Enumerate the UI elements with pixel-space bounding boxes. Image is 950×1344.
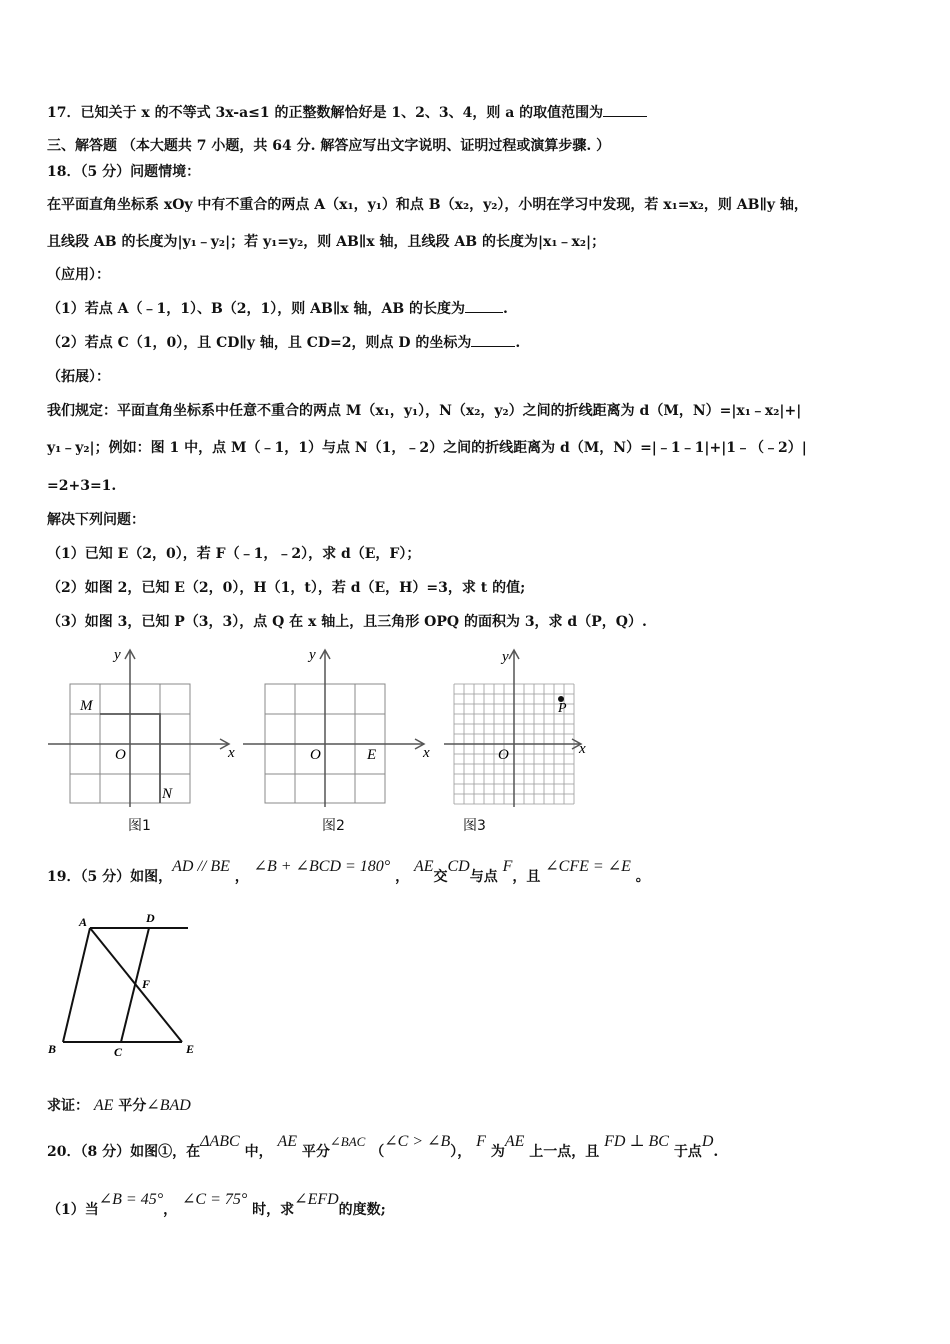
q18-solve-title: 解决下列问题：	[47, 512, 145, 528]
figure-2-label-x: x	[423, 745, 430, 761]
q19-label-E: E	[186, 1042, 195, 1056]
figure-3-label-origin: O	[498, 747, 509, 763]
q18-application-title: （应用）：	[47, 267, 110, 283]
q20-part-1: （1）当∠B = 45°， ∠C = 75° 时，求∠EFD的度数;	[47, 1191, 386, 1218]
q18-extension-title: （拓展）：	[47, 369, 110, 385]
answer-blank	[465, 300, 503, 313]
figure-3-label-y: y	[502, 649, 509, 665]
figure-1-grid	[48, 643, 238, 838]
question-19: 19．（5 分）如图，AD // BE ， ∠B + ∠BCD = 180° ， AE交CD与点 F，且 ∠CFE = ∠E 。	[47, 858, 650, 885]
q19-label-B: B	[48, 1042, 57, 1056]
figure-3-grid	[440, 643, 600, 838]
q19-label-C: C	[114, 1045, 123, 1059]
q18-extension-2: y₁﹣y₂|；例如：图 1 中，点 M（﹣1，1）与点 N（1，﹣2）之间的折线距离为 d（M，N）=|﹣1﹣1|+|1﹣（﹣2）|	[47, 440, 807, 456]
figure-2-label-y: y	[309, 647, 316, 663]
question-18-heading: 18．（5 分）问题情境：	[47, 164, 201, 180]
q19-label-A: A	[79, 915, 88, 929]
q18-extension-1: 我们规定：平面直角坐标系中任意不重合的两点 M（x₁，y₁），N（x₂，y₂）之间的折线距离为 d（M，N）=|x₁﹣x₂|+|	[47, 403, 802, 419]
figure-1-caption: 图1	[128, 818, 151, 834]
q19-label-D: D	[146, 911, 155, 925]
q18-extension-3: =2+3=1.	[47, 478, 117, 494]
question-20: 20．（8 分）如图①，在ΔABC 中， AE 平分∠BAC （∠C > ∠B）， F 为AE 上一点，且 FD ⊥ BC 于点D.	[47, 1133, 719, 1160]
figure-1-label-origin: O	[115, 747, 126, 763]
q18-paragraph-2: 且线段 AB 的长度为|y₁﹣y₂|；若 y₁=y₂，则 AB∥x 轴，且线段 AB 的长度为|x₁﹣x₂|；	[47, 234, 606, 250]
figure-1-label-y: y	[114, 647, 121, 663]
q19-label-F: F	[142, 977, 151, 991]
figure-1-label-N: N	[162, 786, 173, 802]
answer-blank	[471, 334, 515, 347]
figure-q19	[44, 908, 204, 1058]
figure-2-label-E: E	[367, 747, 377, 763]
figure-2-label-origin: O	[310, 747, 321, 763]
figure-1-label-x: x	[228, 745, 235, 761]
figure-1-label-M: M	[80, 698, 93, 714]
figure-3-caption: 图3	[463, 818, 486, 834]
q19-prove: 求证： AE 平分∠BAD	[47, 1097, 191, 1114]
q18-application-2: （2）若点 C（1，0），且 CD∥y 轴，且 CD=2，则点 D 的坐标为 .	[47, 335, 521, 351]
q18-application-1: （1）若点 A（﹣1，1）、B（2，1），则 AB∥x 轴，AB 的长度为 .	[47, 301, 508, 317]
q18-subquestion-2: （2）如图 2，已知 E（2，0），H（1，t），若 d（E，H）=3，求 t 的值;	[47, 580, 526, 596]
answer-blank	[603, 104, 647, 117]
question-17: 17．已知关于 x 的不等式 3x-a≤1 的正整数解恰好是 1、2、3、4，则 a 的取值范围为	[47, 104, 647, 122]
q18-subquestion-1: （1）已知 E（2，0），若 F（﹣1，﹣2），求 d（E，F）；	[47, 546, 421, 562]
figure-2-caption: 图2	[322, 818, 345, 834]
q18-subquestion-3: （3）如图 3，已知 P（3，3），点 Q 在 x 轴上，且三角形 OPQ 的面积为 3，求 d（P，Q）.	[47, 614, 647, 630]
q18-paragraph-1: 在平面直角坐标系 xOy 中有不重合的两点 A（x₁，y₁）和点 B（x₂，y₂），小明在学习中发现，若 x₁=x₂，则 AB∥y 轴，	[47, 197, 808, 213]
figure-2-grid	[243, 643, 433, 838]
figure-3-label-x: x	[579, 741, 586, 757]
figure-3-label-P: P	[558, 701, 567, 716]
section-heading: 三、解答题 （本大题共 7 小题，共 64 分. 解答应写出文字说明、证明过程或演算步骤. ）	[47, 138, 611, 154]
